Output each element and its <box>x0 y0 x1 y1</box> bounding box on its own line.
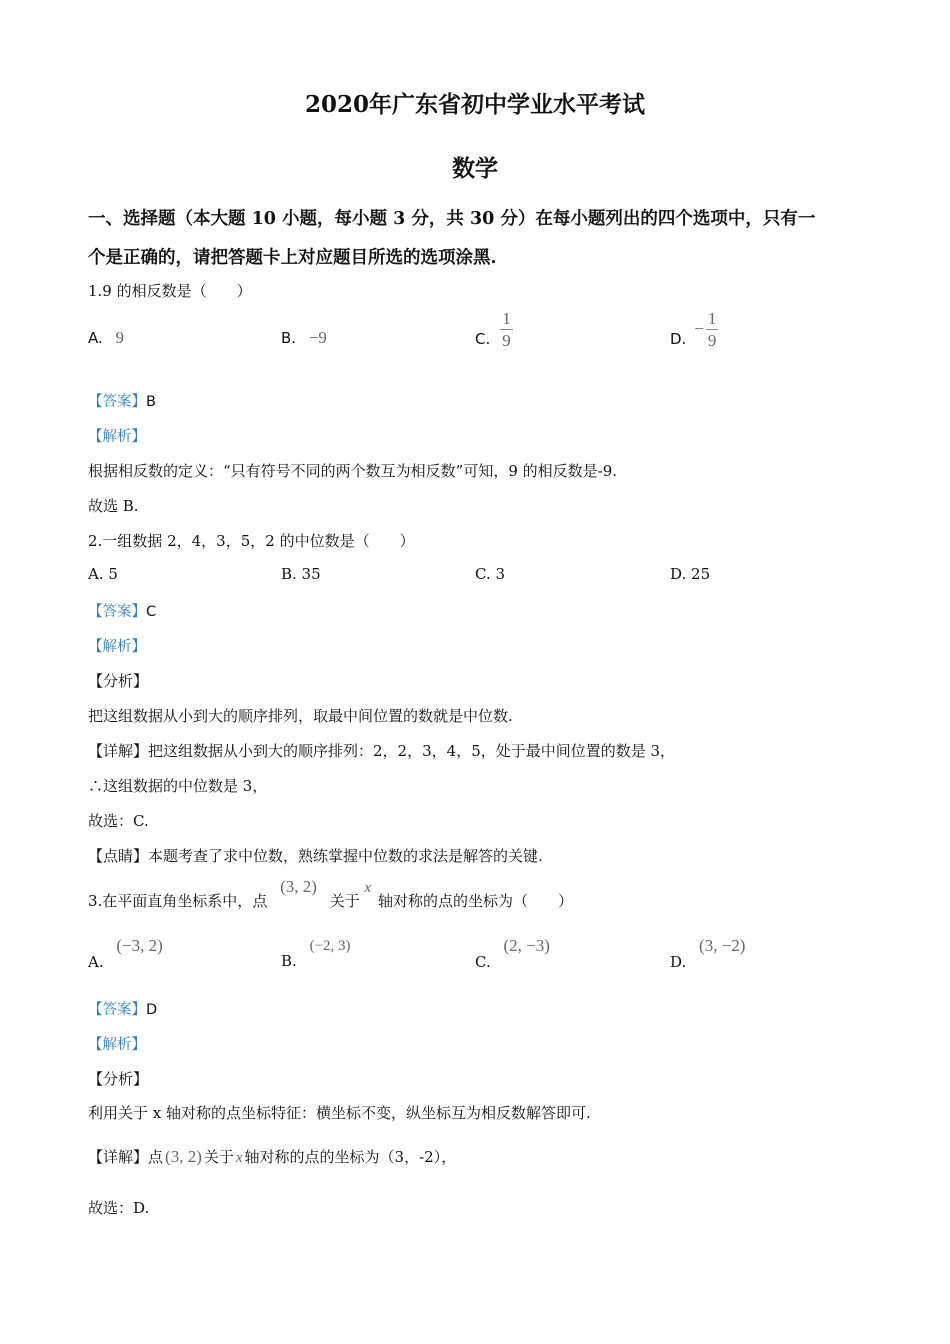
q1-option-b-value: −9 <box>308 328 327 347</box>
q3-point: (3, 2) <box>280 877 317 896</box>
q3-option-a: A. (−3, 2) <box>88 936 163 971</box>
q3-fenxi: 利用关于 x 轴对称的点坐标特征：横坐标不变，纵坐标互为相反数解答即可. <box>88 1104 591 1122</box>
q2-stem: 2.一组数据 2，4，3，5，2 的中位数是（ ） <box>88 532 415 550</box>
q2-fenxi: 把这组数据从小到大的顺序排列，取最中间位置的数就是中位数. <box>88 707 513 725</box>
q1-option-a-value: 9 <box>115 328 125 347</box>
q3-xiangjie-point: (3, 2) <box>165 1147 202 1166</box>
q2-conclusion: 故选：C. <box>88 812 149 830</box>
q3-option-a-value: (−3, 2) <box>116 936 163 955</box>
q3-xiangjie: 【详解】点 (3, 2) 关于 x 轴对称的点的坐标为（3，-2）， <box>88 1147 457 1166</box>
q1-analysis-tag: 【解析】 <box>88 429 146 445</box>
q1-option-d: D. − $\frac{1}{9}$ <box>670 308 717 350</box>
q3-option-d-value: (3, −2) <box>699 936 746 955</box>
q1-conclusion: 故选 B. <box>88 497 139 515</box>
answer-tag: 【答案】 <box>88 394 146 410</box>
q3-stem: 3.在平面直角坐标系中，点 (3, 2) 关于 x 轴对称的点的坐标为（ ） <box>88 877 573 910</box>
q2-dianjing: 【点睛】本题考查了求中位数，熟练掌握中位数的求法是解答的关键. <box>88 847 543 865</box>
exam-subject: 数学 <box>452 155 498 182</box>
q1-stem: 1.9 的相反数是（ ） <box>88 282 252 300</box>
q3-conclusion: 故选：D. <box>88 1199 150 1217</box>
q1-option-c-fraction: $\frac{1}{9}$ <box>502 308 511 350</box>
q3-analysis-tag: 【解析】 <box>88 1037 146 1053</box>
q2-option-a: A. 5 <box>88 565 118 583</box>
q2-analysis-tag: 【解析】 <box>88 639 146 655</box>
section-heading-line1: 一、选择题（本大题 10 小题，每小题 3 分，共 30 分）在每小题列出的四个选项中，只有一 <box>88 209 816 229</box>
q2-option-d: D. 25 <box>670 565 711 583</box>
q2-xiangjie: 【详解】把这组数据从小到大的顺序排列：2，2，3，4，5，处于最中间位置的数是 3， <box>88 742 676 760</box>
q1-option-c: C. $\frac{1}{9}$ <box>475 308 511 350</box>
section-heading-line2: 个是正确的，请把答题卡上对应题目所选的选项涂黑. <box>88 248 497 268</box>
q3-option-c: C. (2, −3) <box>475 936 550 971</box>
q2-fenxi-tag: 【分析】 <box>88 672 149 690</box>
q3-option-d: D. (3, −2) <box>670 936 746 971</box>
q3-axis: x <box>364 880 372 896</box>
q3-option-c-value: (2, −3) <box>503 936 550 955</box>
q3-answer: 【答案】D <box>88 1002 158 1018</box>
q3-option-b: B. (−2, 3) <box>281 938 351 970</box>
q2-option-b: B. 35 <box>281 565 321 583</box>
q3-xiangjie-axis: x <box>235 1150 243 1166</box>
q1-explanation: 根据相反数的定义：“只有符号不同的两个数互为相反数”可知，9 的相反数是-9. <box>88 462 618 480</box>
q1-option-d-fraction: $\frac{1}{9}$ <box>707 308 717 350</box>
q1-option-a: A. 9 <box>88 328 125 347</box>
q1-option-b: B. −9 <box>281 328 327 347</box>
q3-fenxi-tag: 【分析】 <box>88 1070 149 1088</box>
q1-answer: 【答案】B <box>88 394 156 410</box>
q2-answer: 【答案】C <box>88 604 157 620</box>
q2-option-c: C. 3 <box>475 565 506 583</box>
exam-title: 2020年广东省初中学业水平考试 <box>304 91 645 118</box>
q2-therefore: ∴这组数据的中位数是 3， <box>88 777 268 795</box>
q3-option-b-value: (−2, 3) <box>309 938 351 954</box>
